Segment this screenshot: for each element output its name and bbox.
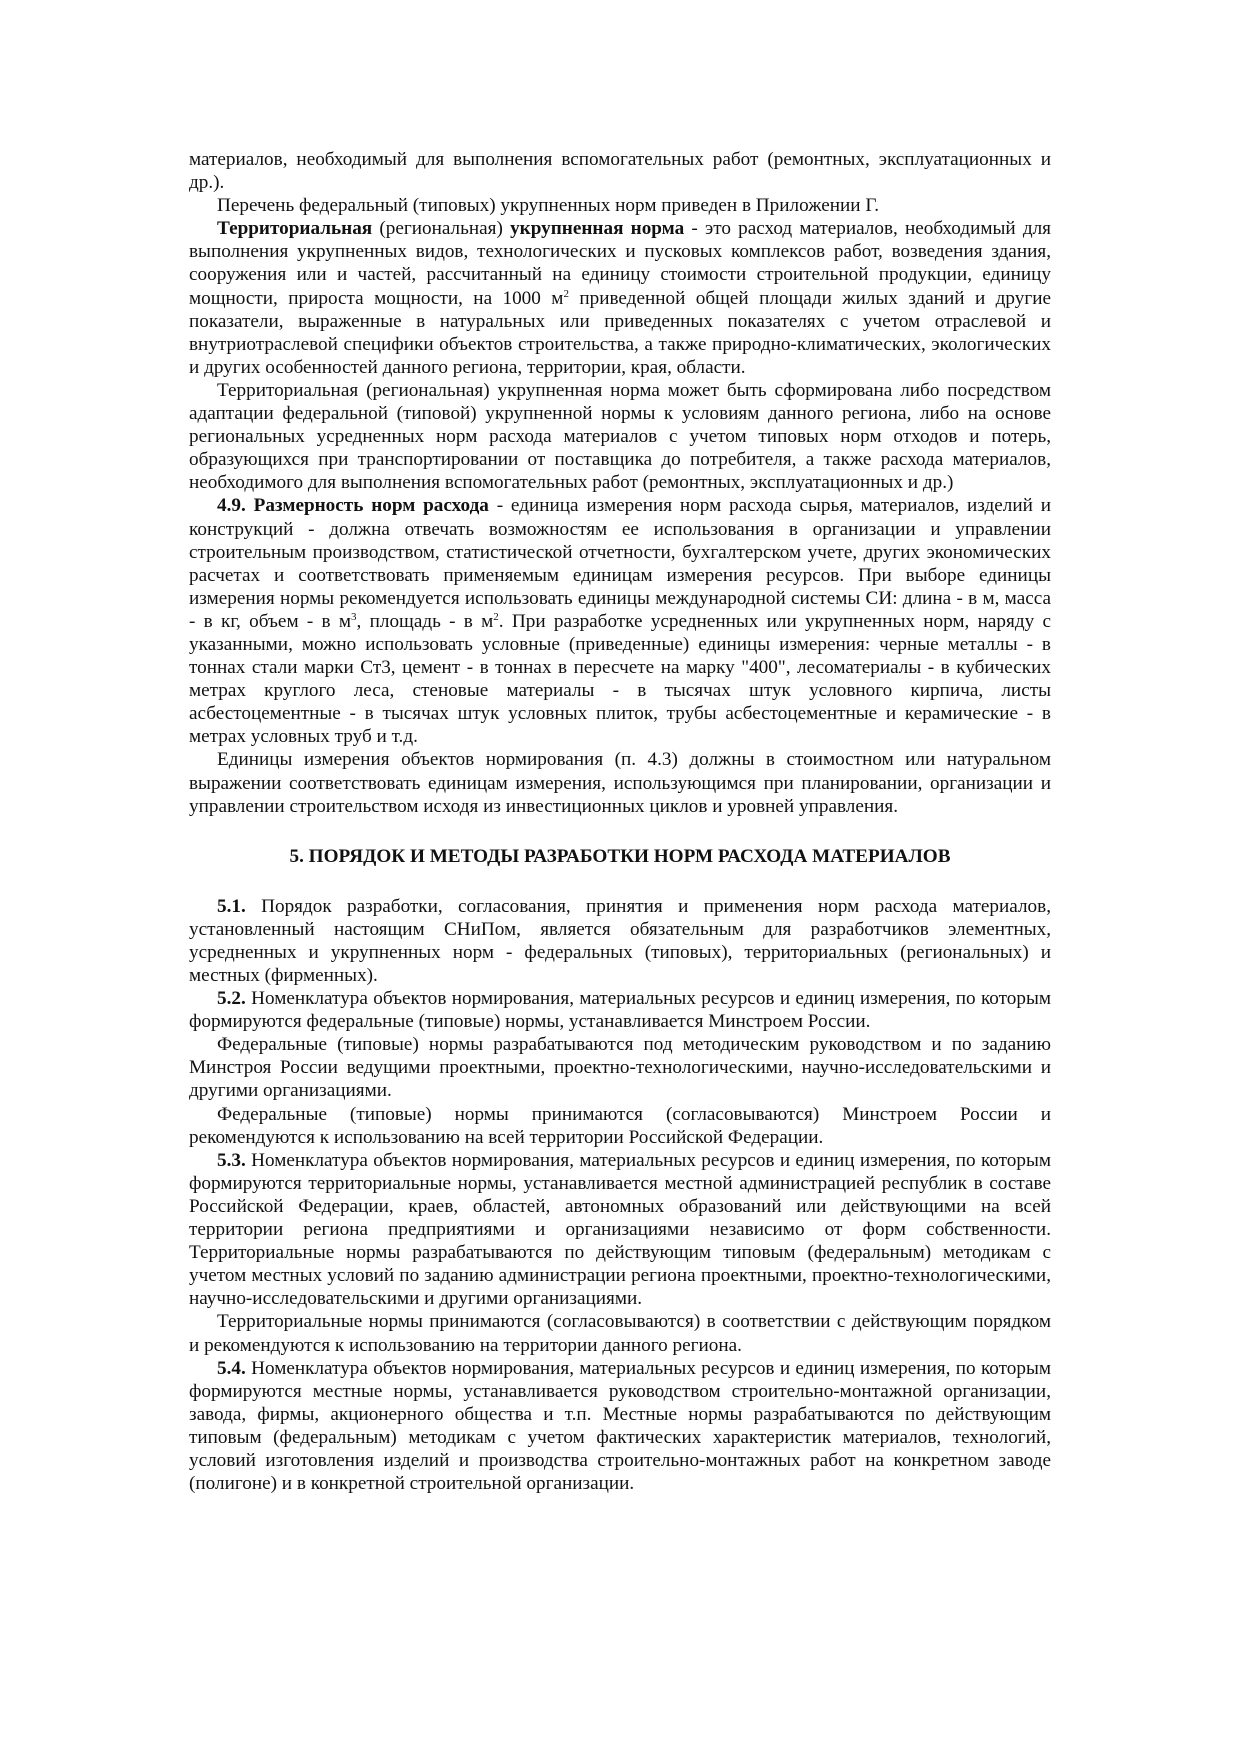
paragraph-territorial-definition: Территориальная (региональная) укрупненная норма - это расход материалов, необходимый для выполнения укрупненных видов, технологических и пусковых комплексов работ, возведения здания, сооружения или и частей, рассчитанный на единицу стоимости строительной продукции, единицу мощности, прироста мощности, на 1000 $м^2$ приведенной общей площади жилых зданий и другие показатели, выраженные в натуральных или приведенных показателях с учетом отраслевой и внутриотраслевой специфики объектов строительства, а также природно-климатических, экологических и других особенностей данного региона, территории, края, области.	[189, 218, 1052, 378]
paragraph-territorial-formation: Территориальная (региональная) укрупненная норма может быть сформирована либо посредством адаптации федеральной (типовой) укрупненной нормы к условиям данного региона, либо на основе региональных усредненных норм расхода материалов с учетом типовых норм отходов и потерь, образующихся при транспортировании от поставщика до потребителя, а также расхода материалов, необходимого для выполнения вспомогательных работ (ремонтных, эксплуатационных и др.)	[189, 379, 1051, 494]
paragraph-federal-list: Перечень федеральный (типовых) укрупненных норм приведен в Приложении Г.	[217, 195, 880, 217]
paragraph-federal-acceptance: Федеральные (типовые) нормы принимаются (согласовываются) Минстроем России и рекомендуются к использованию на всей территории Российской Федерации.	[189, 1103, 1051, 1148]
document-page	[189, 148, 1051, 1495]
term-territorial: Территориальная	[217, 218, 373, 240]
section-4-9: 4.9. Размерность норм расхода - единица измерения норм расхода сырья, материалов, изделий и конструкций - должна отвечать возможностям ее использования в организации и управлении строительным производством, статистической отчетности, бухгалтерском учете, других экономических расчетах и соответствовать применяемым единицам измерения ресурсов. При выборе единицы измерения нормы рекомендуется использовать единицы международной системы СИ: длина - в м, масса - в кг, объем - в $м^3$, площадь - в $м^2$. При разработке усредненных или укрупненных норм, наряду с указанными, можно использовать условные (приведенные) единицы измерения: черные металлы - в тоннах стали марки Ст3, цемент - в тоннах в пересчете на марку "400", лесоматериалы - в кубических метрах круглого леса, стеновые материалы - в тысячах штук условного кирпича, листы асбестоцементные - в тысячах штук условных плиток, трубы асбестоцементные и керамические - в метрах условных труб и т.д.	[189, 495, 1051, 748]
section-5-1: 5.1. Порядок разработки, согласования, принятия и применения норм расхода материалов, установленный настоящим СНиПом, является обязательным для разработчиков элементных, усредненных и укрупненных норм - федеральных (типовых), территориальных (региональных) и местных (фирменных).	[189, 895, 1051, 986]
paragraph-territorial-acceptance: Территориальные нормы принимаются (согласовываются) в соответствии с действующим порядком и рекомендуются к использованию на территории данного региона.	[189, 1311, 1051, 1356]
section-5-2: 5.2. Номенклатура объектов нормирования, материальных ресурсов и единиц измерения, по которым формируются федеральные (типовые) нормы, устанавливается Минстроем России.	[189, 988, 1051, 1033]
term-aggregated-norm: укрупненная норма	[510, 218, 685, 240]
section-5-heading: 5. ПОРЯДОК И МЕТОДЫ РАЗРАБОТКИ НОРМ РАСХОДА МАТЕРИАЛОВ	[289, 845, 951, 867]
paragraph-continuation: материалов, необходимый для выполнения вспомогательных работ (ремонтных, эксплуатационных и др.).	[189, 149, 1051, 194]
paragraph-units: Единицы измерения объектов нормирования (п. 4.3) должны в стоимостном или натуральном выражении соответствовать единицам измерения, использующимся при планировании, организации и управлении строительством исходя из инвестиционных циклов и уровней управления.	[189, 749, 1051, 817]
section-4-9-title: 4.9. Размерность норм расхода	[217, 495, 489, 517]
paragraph-federal-development: Федеральные (типовые) нормы разрабатываются под методическим руководством и по заданию Минстроя России ведущими проектными, проектно-технологическими, научно-исследовательскими и другими организациями.	[189, 1034, 1051, 1102]
section-5-3: 5.3. Номенклатура объектов нормирования, материальных ресурсов и единиц измерения, по которым формируются территориальные нормы, устанавливается местной администрацией республик в составе Российской Федерации, краев, областей, автономных образований или действующими на всей территории региона предприятиями и организациями независимо от форм собственности. Территориальные нормы разрабатываются по действующим типовым (федеральным) методикам с учетом местных условий по заданию администрации региона проектными, проектно-технологическими, научно-исследовательскими и другими организациями.	[189, 1149, 1051, 1310]
section-5-4: 5.4. Номенклатура объектов нормирования, материальных ресурсов и единиц измерения, по которым формируются местные нормы, устанавливается руководством строительно-монтажной организации, завода, фирмы, акционерного общества и т.п. Местные нормы разрабатываются по действующим типовым (федеральным) методикам с учетом фактических характеристик материалов, технологий, условий изготовления изделий и производства строительно-монтажных работ на конкретном заводе (полигоне) и в конкретной строительной организации.	[189, 1357, 1051, 1495]
